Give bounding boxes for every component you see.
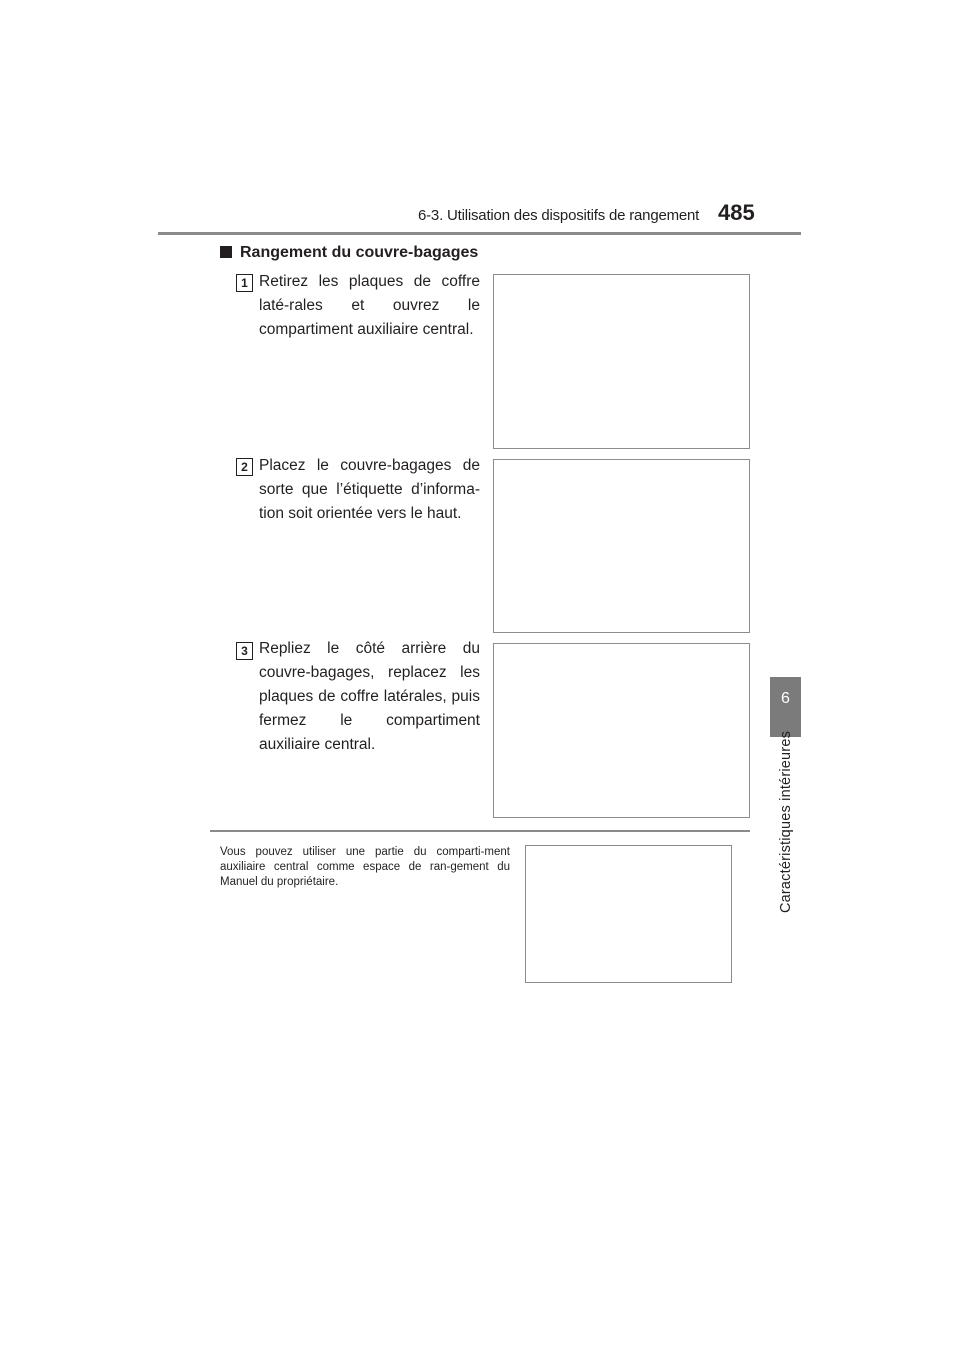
chapter-label: Caractéristiques intérieures <box>778 730 794 914</box>
header-divider <box>158 232 801 235</box>
step-2-illustration <box>493 459 750 633</box>
step-2-text: Placez le couvre-bagages de sorte que l’étiquette d’informa-tion soit orientée vers le haut. <box>259 457 480 522</box>
step-1-illustration <box>493 274 750 449</box>
note-divider <box>210 830 750 832</box>
chapter-tab-number: 6 <box>781 690 790 707</box>
section-heading-text: Rangement du couvre-bagages <box>240 244 479 261</box>
header-section-title: 6-3. Utilisation des dispositifs de rangement <box>418 207 700 224</box>
step-1-text: Retirez les plaques de coffre laté-rales et ouvrez le compartiment auxiliaire central. <box>259 273 480 338</box>
note-text: Vous pouvez utiliser une partie du comparti-ment auxiliaire central comme espace de ran-gement du Manuel du propriétaire. <box>220 846 510 888</box>
step-3-illustration <box>493 643 750 818</box>
step-3-marker: 3 <box>236 642 253 660</box>
note-illustration <box>525 845 732 983</box>
page-number: 485 <box>718 200 755 225</box>
step-2-marker: 2 <box>236 458 253 476</box>
step-3-text: Repliez le côté arrière du couvre-bagages, replacez les plaques de coffre latérales, puis fermez le compartiment auxiliaire central. <box>259 640 480 753</box>
square-bullet-icon <box>220 246 232 258</box>
section-heading <box>220 244 478 262</box>
step-1-marker: 1 <box>236 274 253 292</box>
